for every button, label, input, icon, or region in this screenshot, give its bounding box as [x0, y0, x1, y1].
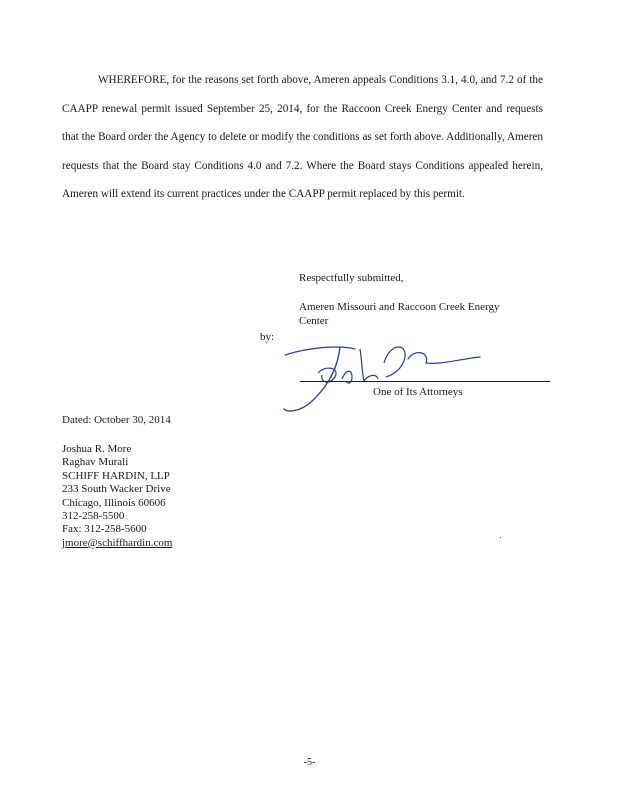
scan-speck [500, 537, 501, 538]
wherefore-text: WHEREFORE, for the reasons set forth above, Ameren appeals Conditions 3.1, 4.0, and 7.2 of the CAAPP renewal permit issued September 25, 2014, for the Raccoon Creek Energy Center and requests that the Board order the Agency to delete or modify the conditions as set forth above. Additionally, Ameren requests that the Board stay Conditions 4.0 and 7.2. Where the Board stays Conditions appealed herein, Ameren will extend its current practices under the CAAPP permit replaced by this permit. [62, 74, 543, 200]
street-address: 233 South Wacker Drive [62, 483, 171, 496]
signature-caption: One of Its Attorneys [373, 386, 463, 398]
attorney-name-2: Raghav Murali [62, 456, 129, 469]
attorney-contact-block [62, 443, 172, 550]
handwritten-signature [280, 335, 500, 415]
email-link[interactable]: jmore@schiffhardin.com [62, 536, 173, 549]
by-label: by: [260, 331, 275, 343]
city-state-zip: Chicago, Illinois 60606 [62, 496, 166, 509]
phone-number: 312-258-5500 [62, 510, 125, 523]
fax-number: Fax: 312-258-5600 [62, 523, 147, 536]
signature-line [300, 381, 550, 382]
law-firm-name: SCHIFF HARDIN, LLP [62, 469, 170, 482]
dated-line: Dated: October 30, 2014 [62, 414, 171, 426]
party-name-line-2: Center [299, 315, 329, 327]
attorney-name-1: Joshua R. More [62, 443, 132, 455]
party-name-line-1: Ameren Missouri and Raccoon Creek Energy [299, 301, 500, 313]
page-number: -5- [303, 757, 316, 768]
closing-salutation: Respectfully submitted, [299, 272, 404, 284]
wherefore-paragraph [62, 66, 543, 209]
